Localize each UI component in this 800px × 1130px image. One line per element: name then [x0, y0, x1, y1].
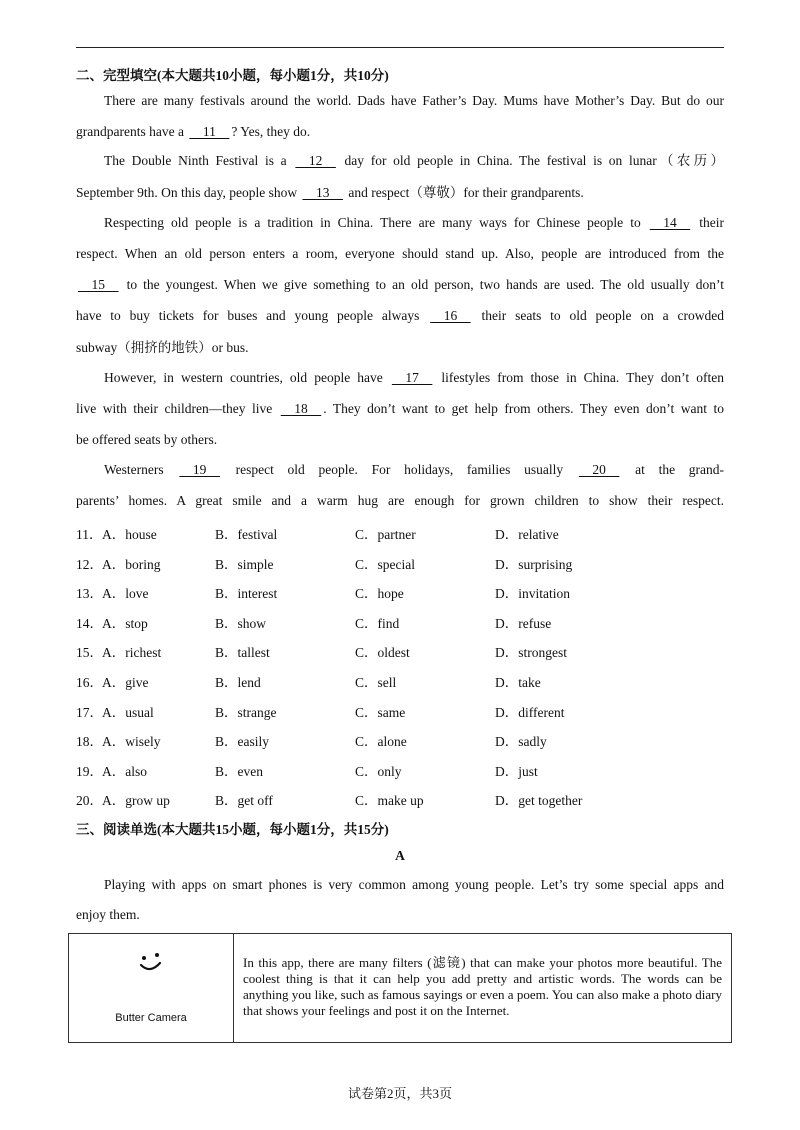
question-number: 14． — [76, 615, 103, 631]
option-a: A．usual — [102, 704, 154, 720]
question-number: 15． — [76, 645, 103, 661]
question-row — [76, 553, 724, 572]
passage-line — [104, 215, 724, 231]
passage-text: and respect（尊敬）for their grandparents. — [344, 185, 584, 200]
option-a: A．stop — [102, 615, 148, 631]
blank-19: 19 — [179, 462, 220, 477]
passage-text: September 9th. On this day, people show — [76, 185, 301, 200]
blank-18: 18 — [280, 401, 322, 416]
section-3-title: 三、阅读单选(本大题共15小题，每小题1分，共15分) — [76, 822, 389, 837]
passage-text: their seats to old people on a crowded — [472, 308, 724, 323]
question-number: 13． — [76, 586, 103, 602]
option-d: D．strongest — [495, 645, 567, 661]
passage-text: . They don’t want to get help from others. They even don’t want to — [323, 401, 724, 416]
question-row — [76, 671, 724, 690]
question-row — [76, 612, 724, 631]
question-row — [76, 760, 724, 779]
passage-line: subway（拥挤的地铁）or bus. — [76, 340, 249, 355]
passage-text: However, in western countries, old people have — [104, 370, 390, 385]
blank-14: 14 — [649, 215, 691, 230]
option-d: D．relative — [495, 527, 559, 542]
option-d: D．different — [495, 704, 565, 720]
app-description: In this app, there are many filters (滤镜) that can make your photos more beautiful. The coolest thing is that it can help you add pretty and artistic words. The words can be anything you like, such as famous sayings or even a poem. You can also make a photo diary that shows your feelings and post it on the Internet. — [243, 955, 722, 1018]
passage-line — [104, 370, 724, 386]
option-c: C．make up — [355, 793, 424, 809]
option-a: A．give — [102, 675, 149, 690]
passage-line: There are many festivals around the world. Dads have Father’s Day. Mums have Mother’s Day. But do our — [104, 93, 724, 108]
question-row — [76, 582, 724, 602]
option-a: A．also — [102, 763, 147, 779]
blank-16: 16 — [430, 308, 471, 323]
option-a: A．grow up — [102, 793, 170, 809]
passage-line — [76, 401, 724, 417]
option-c: C．alone — [355, 734, 407, 750]
passage-text: grandparents have a — [76, 124, 188, 139]
option-c: C．only — [355, 763, 402, 779]
passage-line — [76, 277, 724, 293]
question-row — [76, 523, 724, 542]
option-a: A．love — [102, 586, 149, 602]
option-b: B．simple — [215, 556, 274, 572]
passage-text: live with their children—they live — [76, 401, 279, 416]
option-a: A．house — [102, 527, 157, 542]
question-row — [76, 789, 724, 809]
passage-text: Respecting old people is a tradition in China. There are many ways for Chinese people to — [104, 215, 648, 230]
option-d: D．take — [495, 675, 541, 690]
question-number: 12． — [76, 556, 103, 572]
option-c: C．partner — [355, 527, 416, 542]
passage-text: lifestyles from those in China. They don’t often — [434, 370, 724, 385]
app-icon-cell — [69, 934, 234, 1043]
passage-text: to the youngest. When we give something to an old person, two hands are used. The old usually don’t — [120, 277, 724, 292]
option-c: C．special — [355, 556, 415, 572]
smiley-icon — [139, 952, 163, 974]
option-a: A．wisely — [102, 734, 161, 750]
option-b: B．lend — [215, 675, 261, 690]
passage-text: have to buy tickets for buses and young people always — [76, 308, 429, 323]
question-number: 17． — [76, 704, 103, 720]
section-2-title: 二、完型填空(本大题共10小题，每小题1分，共10分) — [76, 68, 389, 83]
question-number: 16． — [76, 675, 103, 690]
blank-15: 15 — [78, 277, 119, 292]
reading-intro-line: Playing with apps on smart phones is very common among young people. Let’s try some special apps and — [104, 877, 724, 892]
blank-12: 12 — [295, 153, 336, 168]
passage-line: parents’ homes. A great smile and a warm hug are enough for grown children to show their respect. — [76, 493, 724, 508]
passage-text: respect old people. For holidays, families usually — [221, 462, 577, 477]
passage-line: respect. When an old person enters a room, everyone should stand up. Also, people are introduced from the — [76, 246, 724, 261]
question-number: 19． — [76, 763, 103, 779]
option-c: C．sell — [355, 675, 397, 690]
option-c: C．oldest — [355, 645, 410, 661]
option-b: B．strange — [215, 704, 277, 720]
reading-intro-line: enjoy them. — [76, 907, 140, 922]
blank-20: 20 — [578, 462, 620, 477]
option-b: B．tallest — [215, 645, 270, 661]
passage-line — [104, 153, 724, 169]
blank-11: 11 — [189, 124, 230, 139]
option-b: B．interest — [215, 586, 278, 602]
app-description-cell — [234, 934, 732, 1043]
option-b: B．show — [215, 615, 267, 631]
passage-line — [76, 124, 724, 140]
option-d: D．invitation — [495, 586, 570, 602]
top-rule — [76, 47, 724, 48]
passage-text: day for old people in China. The festival is on lunar（农历） — [337, 153, 724, 168]
passage-line — [76, 185, 724, 201]
page-footer: 试卷第2页，共3页 — [347, 1086, 452, 1101]
question-row — [76, 730, 724, 750]
passage-text: Westerners — [104, 462, 178, 477]
blank-17: 17 — [391, 370, 433, 385]
option-b: B．even — [215, 763, 263, 779]
app-name: Butter Camera — [115, 1012, 187, 1024]
question-row — [76, 641, 724, 661]
option-d: D．just — [495, 763, 538, 779]
option-c: C．same — [355, 704, 406, 720]
passage-text: their — [692, 215, 725, 230]
passage-text: ? Yes, they do. — [231, 124, 311, 139]
option-d: D．sadly — [495, 734, 547, 750]
option-d: D．get together — [495, 793, 583, 809]
option-b: B．easily — [215, 734, 269, 750]
question-row — [76, 701, 724, 720]
passage-line — [76, 308, 724, 324]
option-b: B．get off — [215, 793, 273, 809]
passage-line: be offered seats by others. — [76, 432, 218, 447]
option-c: C．hope — [355, 586, 404, 602]
option-c: C．find — [355, 615, 400, 631]
option-d: D．refuse — [495, 615, 552, 631]
option-b: B．festival — [215, 527, 278, 542]
question-number: 11． — [76, 527, 103, 542]
passage-text: at the grand- — [621, 462, 725, 477]
app-table — [68, 933, 732, 1043]
option-d: D．surprising — [495, 556, 573, 572]
passage-line — [104, 462, 724, 478]
blank-13: 13 — [302, 185, 343, 200]
option-a: A．richest — [102, 645, 162, 661]
option-a: A．boring — [102, 556, 161, 572]
question-number: 20． — [76, 793, 103, 809]
passage-text: The Double Ninth Festival is a — [104, 153, 294, 168]
question-number: 18． — [76, 734, 103, 750]
passage-label: A — [395, 848, 405, 863]
